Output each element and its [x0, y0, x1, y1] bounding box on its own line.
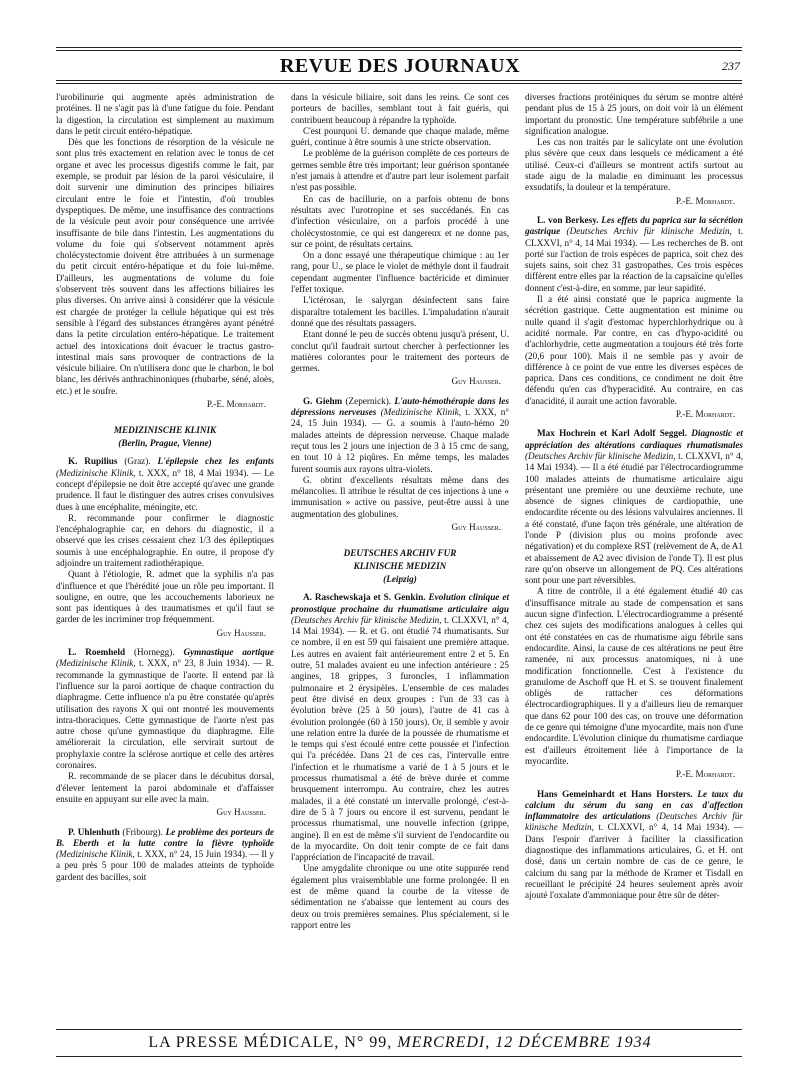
column-2	[291, 92, 509, 931]
article-author: G. Giehm	[303, 395, 343, 406]
article-city: (Fribourg).	[119, 826, 166, 837]
article-author: Hans Gemeinhardt et Hans Horsters.	[537, 788, 693, 799]
article-body: t. CLXXVI, n° 4, 14 Mai 1934). — R. et G. ont étudié 74 rhumatisants. Sur ce nombre, il en est 59 qui faisaient une première attaque. Les autres en avaient fait antérieurement entre 2 et 5. En outre, 51 malades avaient eu une infection antérieure : 25 angines, 18 grippes, 3 furoncles, 1 inflammation pulmonaire et 2 érysipèles. L'ensemble de ces malades peut être divisé en deux groupes : l'un de 33 cas à évolution brève (25 à 50 jours), l'autre de 41 cas à évolution prolongée (60 à 150 jours). Or, il semble y avoir une relation entre la durée de la poussée de rhumatisme et le temps qui s'est écoulé entre cette poussée et l'infection qui l'a précédée. Dans 21 de ces cas, l'intervalle entre l'infection et le rhumatisme a varié de 1 à 5 jours et le processus rhumatismal a été de brève durée et comme brusquement interrompu. Au contraire, chez les autres malades, il a été constaté un intervalle prolongé, c'est-à-dire de 5 à 7 jours ou encore il est survenu, pendant le processus rhumatismal, une nouvelle infection (grippe, angine). Il en est de même s'il survient de l'endocardite ou de la myocardite. On doit tenir compte de ce fait dans l'appréciation de l'incapacité de travail.	[291, 614, 509, 863]
article-title: Le problème des porteurs de B. Eberth et la lutte contre la fièvre typhoïde	[56, 826, 274, 848]
article-city: (Zepernick).	[342, 395, 395, 406]
article-author: A. Raschewskaja et S. Genkin.	[303, 592, 426, 603]
paragraph: En cas de bacillurie, on a parfois obtenu de bons résultats avec l'urotropine et ses succédanés. En cas d'infection vésiculaire, on a parfois procédé à une cholécystostomie, ce qui est dangereux et ne donne pas, sur ce point, de résultats certains.	[291, 193, 509, 249]
paragraph: dans la vésicule biliaire, soit dans les reins. Ce sont ces porteurs de bacilles, semblant tout à fait guéris, qui contribuent beaucoup à répandre la typhoïde.	[291, 92, 509, 125]
article-journal: (Deutsches Archiv für klinische Medizin,	[291, 614, 442, 625]
article-journal: (Medizinische Klinik,	[56, 849, 135, 860]
article-title: Evolution clinique et pronostique prochaine du rhumatisme articulaire aigu	[291, 592, 510, 614]
article-title: Le taux du calcium du sérum du sang en cas d'affection inflammatoire des articulations	[525, 788, 743, 822]
signature: Guy Hausser.	[216, 627, 266, 638]
article-title: L'auto-hémothérapie dans les dépressions nerveuses	[291, 395, 510, 418]
signature: Guy Hausser.	[216, 807, 266, 818]
article-journal: (Deutsches Archiv für klinische Medizin,	[560, 226, 732, 237]
paragraph: Etant donné le peu de succès obtenu jusqu'à présent, U. conclut qu'il faudrait surtout chercher à perfectionner les matières colorantes pour le traitement des porteurs de germes.	[291, 329, 509, 374]
paragraph: Dès que les fonctions de résorption de la vésicule ne sont plus très exactement en relation avec le tonus de cet organe et avec les processus digestifs comme le fait, par exemple, se produit par lésion de la paroi vésiculaire, il doit survenir une diminution des principes biliaires circulant entre le foie et l'intestin, d'où troubles dyspeptiques. De même, une insuffisance des contractions de la vésicule peut avoir pour conséquence une arrivée insuffisante de bile dans l'intestin. Les augmentations du volume du foie qui s'observent notamment après cholécystectomie doivent être attribuées à un surmenage du petit circuit entéro-hépatique et du foie lui-même. D'ailleurs, les augmentations de volume du foie s'observent très souvent dans les affections biliaires les plus diverses. On arrive ainsi à considérer que la vésicule est chargée de protéger la cellule hépatique qui est très sensible à l'égard des substances étrangères ayant pénétré dans la petite circulation entéro-hépatique. Le traitement actuel des intoxications doit évacuer le tractus gastro-intestinal mais sans provoquer de contractions de la vésicule biliaire. On n'utilisera donc que le charbon, le bol blanc, les dérivés anthrachinoniques (rhubarbe, séné, aloès, etc.) et le soufre.	[56, 137, 274, 396]
column-3	[525, 92, 743, 901]
signature: P.-E. Morhardt.	[675, 409, 735, 420]
header-rule-bottom	[56, 80, 742, 81]
signature: P.-E. Morhardt.	[675, 769, 735, 780]
signature: Guy Hausser.	[451, 521, 501, 532]
paragraph: Le problème de la guérison complète de ces porteurs de germes semble être très important; leur guérison spontanée n'est jamais à attendre et d'autre part leur isolement parfait n'est pas possible.	[291, 148, 509, 193]
article	[56, 456, 274, 512]
article-body: t. CLXXVI, n° 4, 14 Mai 1934). — Dans l'espoir d'arriver à faciliter la classification diagnostique des inflammations articulaires, G. et H. ont dosé, dans un certain nombre de cas de ce genre, le calcium du sang par la méthode de Kramer et Tisdall en recueillant le précipité 24 heures seulement après avoir ajouté l'oxalate d'ammoniaque pour être sûr de déter-	[525, 822, 743, 901]
section-heading	[291, 547, 509, 586]
article	[525, 428, 743, 586]
article-body: t. XXX, n° 24, 15 Juin 1934). — Il y a peu près 5 pour 100 de malades atteints de typhoïde gardent des bacilles, soit	[56, 849, 274, 882]
article-journal: (Medizinische Klinik,	[56, 658, 136, 669]
article-title: L'épilepsie chez les enfants	[157, 456, 274, 467]
article	[525, 215, 743, 294]
page-number: 237	[722, 59, 740, 73]
paragraph: R. recommande de se placer dans le décubitus dorsal, d'élever lentement la paroi abdominale et d'affaisser ensuite en appuyant sur elle avec la main.	[56, 771, 274, 804]
article-body: t. XXX, n° 23, 8 Juin 1934). — R. recommande la gymnastique de l'aorte. Il entend par là l'influence sur la paroi aortique de chaque contraction du diaphragme. Cette influence n'a pu être constatée qu'après utilisation des rayons X qui ont montré les mouvements intra-thoraciques. Cette gymnastique de l'aorte n'est pas autre chose qu'une gymnastique du diaphragme. Elle améliorerait la circulation, elle servirait surtout de prophylaxie contre la sclérose aortique et celle des artères coronaires.	[56, 658, 274, 771]
paragraph: On a donc essayé une thérapeutique chimique : au 1er rang, pour U., se place le violet de méthyle dont il faudrait cependant augmenter l'influence bactéricide et diminuer l'effet toxique.	[291, 250, 509, 295]
paragraph: Il a été ainsi constaté que le paprica augmente la sécrétion gastrique. Cette augmentation est minime ou nulle quand il s'agit d'estomac hyperchlorhydrique ou à acidité normale. Par contre, en cas d'hypo-acidité ou d'achlorhydrie, cette augmentation a toujours été très forte (20,6 pour 100). Mais il ne semble pas y avoir de différence à ce point de vue entre les diverses espèces de paprica. Dans ces conditions, ce condiment ne doit être défendu qu'en cas d'hyperacidité. Au contraire, en cas d'anacidité, il aurait une action favorable.	[525, 294, 743, 406]
section-title-line-2: KLINISCHE MEDIZIN	[353, 561, 447, 572]
article-body: t. XXX, n° 18, 4 Mai 1934). — Le concept d'épilepsie ne doit être accepté qu'avec une grande prudence. Il faut le distinguer des autres crises convulsives dues à une encéphalite, méningite, etc.	[56, 467, 275, 512]
signature: P.-E. Morhardt.	[675, 195, 735, 206]
article-author: P. Uhlenhuth	[68, 826, 120, 837]
signature: Guy Hausser.	[451, 376, 501, 387]
article-author: K. Rupilius	[68, 456, 118, 467]
article-title: Les effets du paprica sur la sécrétion gastrique	[525, 214, 743, 237]
paragraph: l'urobilinurie qui augmente après administration de protéines. Il ne s'agit pas là d'une fatigue du foie. Pendant la digestion, la circulation est simplement au maximum dans le petit circuit entéro-hépatique.	[56, 92, 274, 136]
running-title: REVUE DES JOURNAUX	[279, 55, 521, 77]
paragraph: L'ictérosan, le salyrgan désinfectent sans faire disparaître totalement les bacilles. L'impaludation n'aurait donné que des résultats passagers.	[291, 295, 509, 328]
column-1	[56, 92, 274, 883]
article-city: (Hornegg).	[125, 647, 184, 658]
paragraph: G. obtint d'excellents résultats même dans des mélancolies. Il attribue le résultat de ces injections à une « immunisation » active ou passive, peut-être aussi à une augmentation des globulines.	[291, 474, 509, 519]
footer-rule-bottom	[56, 1056, 742, 1057]
section-title: MEDIZINISCHE KLINIK	[113, 425, 217, 436]
signature: P.-E. Morhardt.	[206, 399, 266, 410]
paragraph: Les cas non traités par le salicylate ont une évolution plus sévère que ceux dans lesquels ce médicament a été utilisé. Ceux-ci d'ailleurs se montrent actifs surtout au stade aigu de la maladie en diminuant les processus exsudatifs, la douleur et la température.	[525, 137, 743, 193]
section-heading	[56, 424, 274, 450]
paragraph: Une amygdalite chronique ou une otite suppurée rend également plus vraisemblable une forme prolongée. Il en est de même quand la courbe de la vitesse de sédimentation ne s'abaisse que lentement au cours des deux ou trois premières semaines. Plus spécialement, si le rapport entre les	[291, 863, 509, 930]
section-subtitle: (Berlin, Prague, Vienne)	[118, 438, 212, 449]
footer-journal: LA PRESSE MÉDICALE, N° 99,	[148, 1034, 393, 1051]
article-journal: (Deutsches Archiv für klinische Medizin,	[525, 450, 676, 461]
article-author: Max Hochrein et Karl Adolf Seggel.	[537, 428, 687, 439]
paragraph: diverses fractions protéiniques du sérum se montre altéré pendant plus de 15 à 25 jours, on doit voir là un élément important du pronostic. Une température subfébrile a une signification analogue.	[525, 92, 743, 136]
article-city: (Graz).	[117, 456, 158, 467]
article-journal: (Medizinische Klinik,	[56, 467, 136, 478]
header-rule-top-2	[56, 50, 742, 51]
article-title: Gymnastique aortique	[183, 647, 274, 658]
header-rule-bottom-2	[56, 83, 742, 84]
footer-date: MERCREDI, 12 DÉCEMBRE 1934	[397, 1034, 652, 1051]
article-author: L. von Berkesy.	[537, 214, 599, 225]
article	[525, 789, 743, 902]
article-body: t. CLXXVI, n° 4, 14 Mai 1934). — Les recherches de B. ont porté sur l'action de trois espèces de paprica, soit chez des sujets sains, soit chez 31 gastropathes. Ces trois espèces diffèrent entre elles par la réaction de la capsaïcine qu'elles donnent c'est-à-dire, en somme, par leur sapidité.	[525, 226, 743, 293]
article-journal: (Medizinische Klinik,	[380, 407, 462, 418]
section-subtitle: (Leipzig)	[383, 574, 417, 585]
article-body: t. CLXXVI, n° 4, 14 Mai 1934). — Il a été étudié par l'électrocardiogramme 100 malades atteints de rhumatisme articulaire aigu présentant une première ou une deuxième rechute, une absence de signes cliniques de cardiopathie, une endocardite récente ou des lésions valvulaires anciennes. Il a été constaté, d'une façon très générale, une altération de l'onde P (division plus ou moins profonde avec négativation) et du complexe RST (relèvement de A, de A1 et abaissement de A2 avec division de l'onde T). Il est plus rare qu'on observe un allongement de PQ. Ces altérations sont pour une part réversibles.	[525, 450, 743, 586]
paragraph: C'est pourquoi U. demande que chaque malade, même guéri, continue à être soumis à une stricte observation.	[291, 125, 509, 148]
section-title: DEUTSCHES ARCHIV FUR	[343, 548, 457, 559]
article	[56, 827, 274, 883]
footer-rule-top	[56, 1029, 742, 1030]
article	[56, 647, 274, 771]
article	[291, 592, 509, 863]
footer	[0, 1034, 800, 1052]
paragraph: A titre de contrôle, il a été également étudié 40 cas d'insuffisance mitrale au stade de compensation et sans aucun signe d'infection. L'électrocardiogramme a présenté chez ces sujets des modifications analogues à celles qui ont été constatées en cas de rhumatisme aigu fébrile sans endocardite. Ainsi, la cause de ces altérations ne peut être ramenée, ni aux processus anatomiques, ni à une modification fonctionnelle. C'est à l'existence du granulome de Aschoff que H. et S. se trouvent finalement obligés de rattacher ces déformations électrocardiographiques. Il y a d'ailleurs lieu de remarquer que dans 62 pour 100 des cas, on trouve une déformation de ce genre qui témoigne d'une myocardite, mais non d'une endocardite. L'évolution clinique du rhumatisme cardiaque est d'ailleurs étroitement liée à l'importance de la myocardite.	[525, 586, 743, 766]
paragraph: Quant à l'étiologie, R. admet que la syphilis n'a pas d'influence et que l'hérédité joue un rôle peu important. Il souligne, en outre, que les accouchements laborieux ne sont pas identiques à des traumatismes et qu'il faut se garder de les incriminer trop fréquemment.	[56, 569, 274, 625]
article-journal: (Deutsches Archiv für klinische Medizin,	[525, 811, 743, 833]
paragraph: R. recommande pour confirmer le diagnostic l'encéphalographie car, en dehors du diagnostic, il a observé que les crises cessaient chez 1/3 des épileptiques soumis à une encéphalographie. En outre, il propose d'y adjoindre un traitement radiothérapique.	[56, 512, 274, 568]
article-title: Diagnostic et appréciation des altérations cardiaques rhumatismales	[525, 428, 743, 450]
article-body: t. XXX, n° 24, 15 Juin 1934). — G. a soumis à l'auto-hémo 20 malades atteints de dépression nerveuse. Chaque malade reçut tous les 2 jours une injection de 3 à 15 cmc de sang, en tout 10 à 12 piqûres. En même temps, les malades furent soumis aux rayons ultra-violets.	[291, 407, 509, 474]
article	[291, 396, 509, 475]
article-author: L. Roemheld	[68, 647, 126, 658]
header-rule-top	[56, 47, 742, 48]
